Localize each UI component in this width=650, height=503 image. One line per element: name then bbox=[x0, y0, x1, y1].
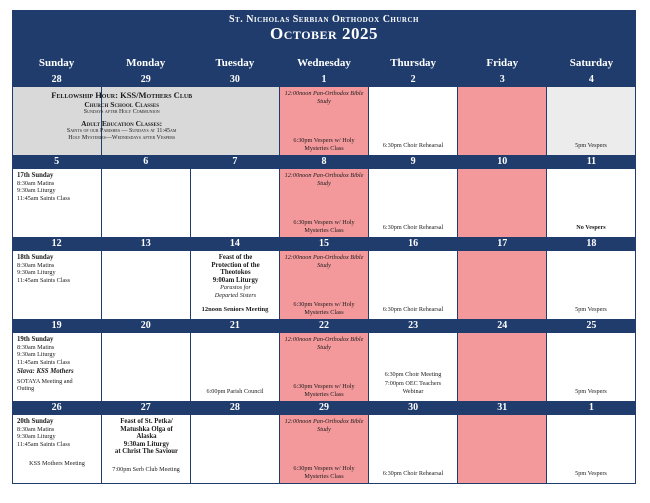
choir-event: 6:30pm Choir Rehearsal bbox=[382, 469, 444, 477]
week-2-date-row bbox=[12, 155, 636, 169]
event-line: 9:30am Liturgy bbox=[17, 187, 56, 194]
liturgy-event: 9:00am Liturgy bbox=[212, 276, 259, 284]
date-number: 4 bbox=[588, 74, 594, 85]
day-cell-oct-28 bbox=[191, 415, 280, 483]
adult-education-title: Adult Education Classes: bbox=[81, 119, 163, 128]
feast-title-line: Alaska bbox=[136, 433, 157, 440]
day-cell-oct-11 bbox=[547, 169, 636, 237]
feast-title-line: Theotokos bbox=[220, 269, 251, 276]
day-cell-oct-7 bbox=[191, 169, 280, 237]
date-number: 27 bbox=[140, 402, 151, 413]
bible-study-event: 12:00noon Pan-Orthodox Bible Study bbox=[284, 336, 364, 351]
feast-title-line: Feast of the bbox=[218, 254, 253, 261]
vespers-event: 5pm Vespers bbox=[575, 387, 607, 395]
fellowship-notice bbox=[13, 90, 230, 142]
day-cell-oct-3 bbox=[458, 87, 547, 155]
day-cell-oct-31 bbox=[458, 415, 547, 483]
date-number: 14 bbox=[229, 238, 240, 249]
fellowship-title: Fellowship Hour: KSS/Mothers Club bbox=[51, 90, 193, 100]
parastos-event: Departed Sisters bbox=[214, 291, 257, 299]
day-cell-oct-18 bbox=[547, 251, 636, 319]
date-number: 3 bbox=[499, 74, 505, 85]
church-name: St. Nicholas Serbian Orthodox Church bbox=[228, 14, 419, 25]
weekday-sunday: Sunday bbox=[38, 57, 75, 69]
event-line: 9:30am Liturgy bbox=[17, 433, 56, 440]
date-number: 6 bbox=[143, 156, 149, 167]
day-cell-nov-1 bbox=[547, 415, 636, 483]
date-number: 10 bbox=[497, 156, 508, 167]
week-1-date-row bbox=[12, 73, 636, 87]
vespers-event: 5pm Vespers bbox=[575, 141, 607, 149]
date-number: 22 bbox=[318, 320, 329, 331]
slava-event: Slava: KSS Mothers bbox=[17, 368, 74, 375]
week-4-cells bbox=[12, 333, 636, 401]
kss-meeting-event: KSS Mothers Meeting bbox=[29, 459, 85, 467]
serb-club-event: 7:00pm Serb Club Meeting bbox=[112, 465, 180, 473]
date-number: 31 bbox=[497, 402, 508, 413]
church-school-when: Sundays after Holy Communion bbox=[83, 109, 160, 115]
date-number: 15 bbox=[318, 238, 329, 249]
sunday-schedule bbox=[17, 418, 98, 448]
feast-schedule bbox=[195, 254, 276, 299]
seniors-meeting-event: 12noon Seniors Meeting bbox=[201, 305, 269, 313]
day-cell-oct-13 bbox=[102, 251, 191, 319]
sunday-schedule bbox=[17, 172, 98, 202]
week-1-cells bbox=[12, 87, 636, 155]
week-3-cells bbox=[12, 251, 636, 319]
day-cell-oct-1 bbox=[280, 87, 369, 155]
day-cell-oct-8 bbox=[280, 169, 369, 237]
date-number: 19 bbox=[51, 320, 62, 331]
date-number: 7 bbox=[232, 156, 238, 167]
choir-event: 6:30pm Choir Rehearsal bbox=[382, 141, 444, 149]
date-number: 30 bbox=[229, 74, 240, 85]
day-cell-oct-24 bbox=[458, 333, 547, 401]
day-cell-oct-4 bbox=[547, 87, 636, 155]
choir-event: 6:30pm Choir Rehearsal bbox=[382, 223, 444, 231]
day-cell-oct-19 bbox=[13, 333, 102, 401]
sunday-schedule bbox=[17, 254, 98, 284]
church-school-title: Church School Classes bbox=[84, 100, 159, 109]
choir-event: 6:30pm Choir Rehearsal bbox=[382, 305, 444, 313]
day-cell-sep-28 bbox=[13, 87, 193, 155]
date-number: 28 bbox=[229, 402, 240, 413]
date-number: 5 bbox=[54, 156, 60, 167]
vespers-event: 6:30pm Vespers w/ Holy Mysteries Class bbox=[293, 137, 355, 152]
day-cell-oct-17 bbox=[458, 251, 547, 319]
day-cell-oct-30 bbox=[369, 415, 458, 483]
date-number: 23 bbox=[408, 320, 419, 331]
date-number: 28 bbox=[51, 74, 62, 85]
sunday-title: 19th Sunday bbox=[17, 336, 54, 343]
week-3-date-row bbox=[12, 237, 636, 251]
date-number: 26 bbox=[51, 402, 62, 413]
day-cell-oct-21 bbox=[191, 333, 280, 401]
day-cell-oct-6 bbox=[102, 169, 191, 237]
day-cell-oct-5 bbox=[13, 169, 102, 237]
day-cell-oct-23 bbox=[369, 333, 458, 401]
date-number: 24 bbox=[497, 320, 508, 331]
sunday-title: 18th Sunday bbox=[17, 254, 54, 261]
feast-schedule bbox=[106, 418, 187, 456]
vespers-event: 6:30pm Vespers w/ Holy Mysteries Class bbox=[293, 301, 355, 316]
weekday-friday: Friday bbox=[486, 57, 519, 69]
day-cell-oct-25 bbox=[547, 333, 636, 401]
date-number: 11 bbox=[586, 156, 597, 167]
date-number: 12 bbox=[51, 238, 62, 249]
day-cell-oct-10 bbox=[458, 169, 547, 237]
sunday-schedule bbox=[17, 336, 98, 393]
bible-study-event: 12:00noon Pan-Orthodox Bible Study bbox=[284, 90, 364, 105]
week-5-cells bbox=[12, 415, 636, 484]
vespers-event: 5pm Vespers bbox=[575, 469, 607, 477]
adult-education-line-1: Saints of our Parishes — Sundays at 11:45am bbox=[66, 128, 177, 134]
event-line: 8:30am Matins bbox=[17, 261, 55, 269]
date-number: 21 bbox=[229, 320, 240, 331]
date-number: 2 bbox=[410, 74, 416, 85]
date-number: 18 bbox=[586, 238, 597, 249]
week-2-cells bbox=[12, 169, 636, 237]
bible-study-event: 12:00noon Pan-Orthodox Bible Study bbox=[284, 172, 364, 187]
liturgy-event: 9:30am Liturgy bbox=[123, 440, 170, 448]
event-line: Webinar bbox=[402, 387, 424, 395]
weekday-saturday: Saturday bbox=[569, 57, 614, 69]
vespers-event: 5pm Vespers bbox=[575, 305, 607, 313]
day-cell-oct-29 bbox=[280, 415, 369, 483]
weekday-header-row bbox=[12, 53, 636, 73]
sunday-title: 17th Sunday bbox=[17, 172, 54, 179]
vespers-event: 6:30pm Vespers w/ Holy Mysteries Class bbox=[293, 219, 355, 234]
calendar bbox=[12, 10, 636, 484]
sunday-title: 20th Sunday bbox=[17, 418, 54, 425]
date-number: 9 bbox=[410, 156, 416, 167]
event-line: 11:45am Saints Class bbox=[17, 276, 71, 284]
event-line: 11:45am Saints Class bbox=[17, 194, 71, 202]
feast-title-line: Feast of St. Petka/ bbox=[120, 418, 173, 425]
date-number: 1 bbox=[588, 402, 594, 413]
parastos-event: Parastos for bbox=[220, 284, 251, 291]
date-number: 30 bbox=[408, 402, 419, 413]
bible-study-event: 12:00noon Pan-Orthodox Bible Study bbox=[284, 254, 364, 269]
date-number: 1 bbox=[321, 74, 327, 85]
date-number: 20 bbox=[140, 320, 151, 331]
week-5-date-row bbox=[12, 401, 636, 415]
vespers-event: 6:30pm Vespers w/ Holy Mysteries Class bbox=[293, 383, 355, 398]
bible-study-event: 12:00noon Pan-Orthodox Bible Study bbox=[284, 418, 364, 433]
day-cell-oct-2 bbox=[369, 87, 458, 155]
date-number: 25 bbox=[586, 320, 597, 331]
feast-title-line: Protection of the bbox=[211, 261, 260, 269]
calendar-header bbox=[12, 10, 636, 53]
date-number: 17 bbox=[497, 238, 508, 249]
month-title: October 2025 bbox=[270, 24, 378, 43]
event-line: 11:45am Saints Class bbox=[17, 358, 71, 366]
day-cell-oct-22 bbox=[280, 333, 369, 401]
day-cell-oct-26 bbox=[13, 415, 102, 483]
event-line: 8:30am Matins bbox=[17, 343, 55, 351]
date-number: 29 bbox=[140, 74, 151, 85]
no-vespers-notice: No Vespers bbox=[576, 223, 606, 231]
day-cell-oct-15 bbox=[280, 251, 369, 319]
vespers-event: 6:30pm Vespers w/ Holy Mysteries Class bbox=[293, 465, 355, 480]
weekday-tuesday: Tuesday bbox=[215, 57, 255, 69]
date-number: 16 bbox=[408, 238, 419, 249]
adult-education-line-2: Holy Mysteries—Wednesdays after Vespers bbox=[68, 135, 176, 141]
thursday-events bbox=[372, 371, 454, 396]
parish-council-event: 6:00pm Parish Council bbox=[206, 387, 264, 395]
weekday-monday: Monday bbox=[126, 57, 166, 69]
weekday-thursday: Thursday bbox=[390, 57, 437, 69]
date-number: 13 bbox=[140, 238, 151, 249]
day-cell-oct-14 bbox=[191, 251, 280, 319]
event-line: SOTAYA Meeting and bbox=[17, 377, 73, 385]
day-cell-oct-20 bbox=[102, 333, 191, 401]
event-line: 9:30am Liturgy bbox=[17, 269, 56, 276]
liturgy-location: at Christ The Saviour bbox=[114, 448, 179, 455]
day-cell-oct-27 bbox=[102, 415, 191, 483]
event-line: 8:30am Matins bbox=[17, 425, 55, 433]
event-line: 11:45am Saints Class bbox=[17, 440, 71, 448]
event-line: 6:30pm Choir Meeting bbox=[384, 370, 442, 378]
event-line: 7:00pm OEC Teachers bbox=[384, 380, 442, 387]
weekday-wednesday: Wednesday bbox=[297, 57, 351, 69]
week-4-date-row bbox=[12, 319, 636, 333]
feast-title-line: Matushka Olga of bbox=[120, 425, 173, 433]
day-cell-oct-12 bbox=[13, 251, 102, 319]
date-number: 29 bbox=[318, 402, 329, 413]
day-cell-oct-16 bbox=[369, 251, 458, 319]
event-line: 9:30am Liturgy bbox=[17, 351, 56, 358]
date-number: 8 bbox=[321, 156, 327, 167]
event-line: 8:30am Matins bbox=[17, 179, 55, 187]
event-line: Outing bbox=[17, 385, 35, 392]
day-cell-oct-9 bbox=[369, 169, 458, 237]
